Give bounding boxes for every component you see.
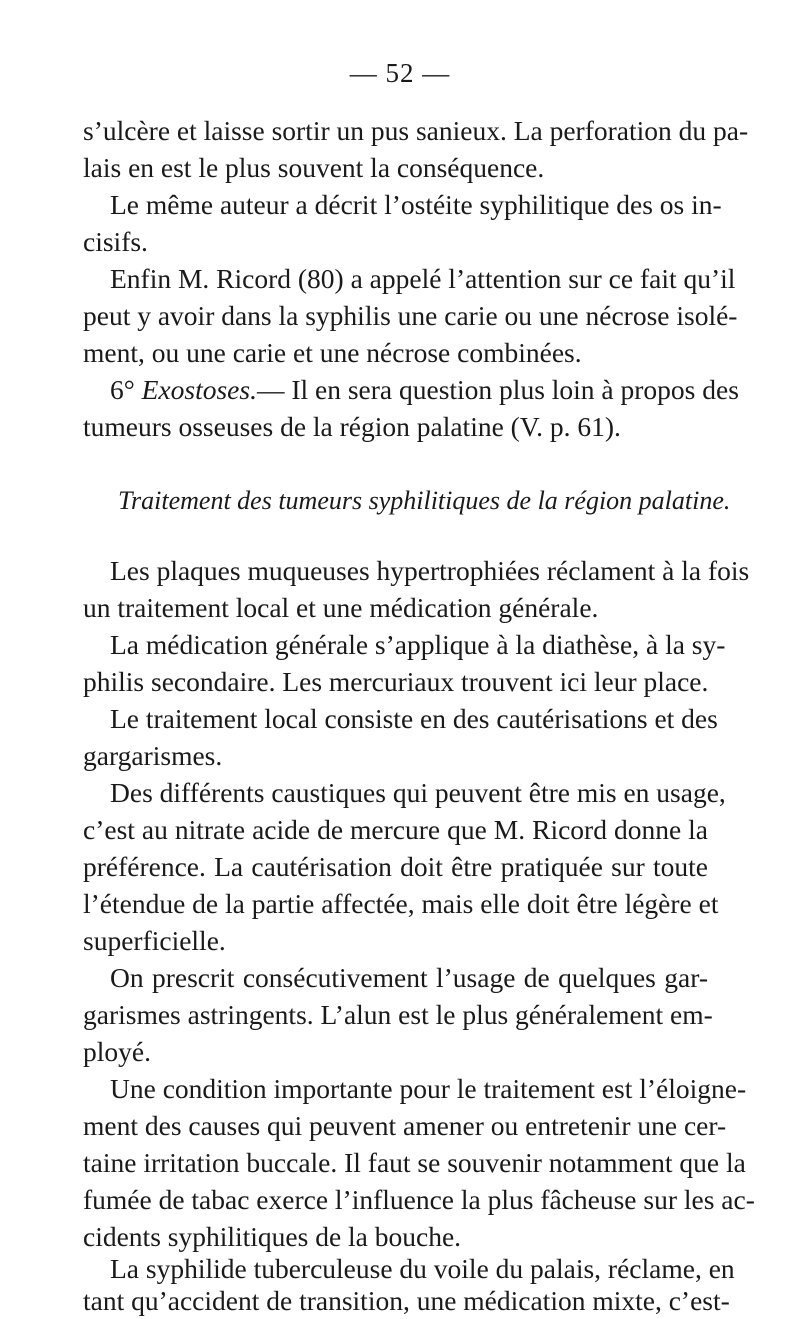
text-line: c’est au nitrate acide de mercure que M. Ricord donne la (83, 814, 708, 845)
text-line: superficielle. (83, 925, 226, 956)
page-number: — 52 — (349, 58, 451, 88)
text-line: La médication générale s’applique à la diathèse, à la sy- (110, 629, 726, 660)
text-line: cisifs. (83, 226, 148, 257)
text-line: peut y avoir dans la syphilis une carie ou une nécrose isolé- (83, 300, 738, 331)
section-number: 6° (110, 374, 142, 405)
text-line: l’étendue de la partie affectée, mais elle doit être légère et (83, 888, 719, 919)
text-line: Le traitement local consiste en des cautérisations et des (110, 703, 718, 734)
text-line-rest: — Il en sera question plus loin à propos des (256, 374, 739, 405)
text-line: Une condition importante pour le traitement est l’éloigne- (110, 1073, 747, 1104)
text-line: On prescrit consécutivement l’usage de quelques gar- (110, 962, 708, 993)
text-line: Le même auteur a décrit l’ostéite syphilitique des os in- (110, 189, 722, 220)
text-line: taine irritation buccale. Il faut se souvenir notamment que la (83, 1147, 746, 1178)
text-line: Des différents caustiques qui peuvent être mis en usage, (110, 777, 726, 808)
text-line: ployé. (83, 1036, 151, 1067)
text-line: un traitement local et une médication générale. (83, 592, 599, 623)
text-line: lais en est le plus souvent la conséquence. (83, 152, 545, 183)
text-line: ment, ou une carie et une nécrose combinées. (83, 337, 582, 368)
text-line: préférence. La cautérisation doit être pratiquée sur toute (83, 851, 708, 882)
text-line: fumée de tabac exerce l’influence la plus fâcheuse sur les ac- (83, 1184, 755, 1215)
text-line: garismes astringents. L’alun est le plus généralement em- (83, 999, 713, 1030)
text-line: cidents syphilitiques de la bouche. (83, 1221, 462, 1252)
text-line: La syphilide tuberculeuse du voile du palais, réclame, en (110, 1253, 735, 1284)
text-line: Les plaques muqueuses hypertrophiées réclament à la fois (110, 555, 750, 586)
exostoses-term: Exostoses. (141, 374, 257, 405)
text-line: gargarismes. (83, 740, 223, 771)
text-line: tumeurs osseuses de la région palatine (V. p. 61). (83, 411, 621, 442)
text-line: tant qu’accident de transition, une médication mixte, c’est- (83, 1285, 730, 1316)
text-line-exostoses (110, 372, 739, 408)
text-line: s’ulcère et laisse sortir un pus sanieux. La perforation du pa- (83, 115, 749, 146)
section-heading: Traitement des tumeurs syphilitiques de la région palatine. (118, 486, 731, 515)
text-line: philis secondaire. Les mercuriaux trouvent ici leur place. (83, 666, 709, 697)
text-line: ment des causes qui peuvent amener ou entretenir une cer- (83, 1110, 727, 1141)
text-line: Enfin M. Ricord (80) a appelé l’attention sur ce fait qu’il (110, 263, 736, 294)
